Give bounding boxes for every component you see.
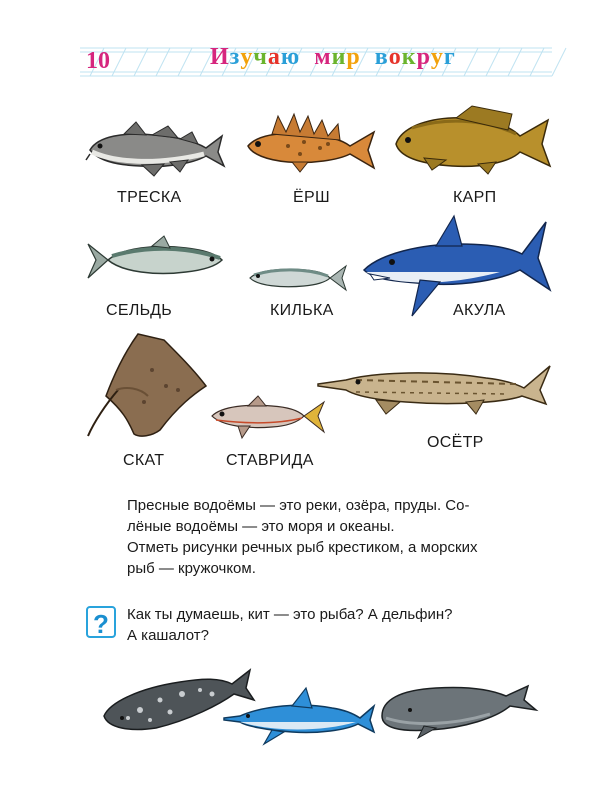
title-letter: в: [374, 44, 389, 70]
dolphin-image: [222, 686, 376, 746]
title-letter: ч: [253, 44, 268, 70]
fish-label: АКУЛА: [453, 302, 506, 319]
title-letter: р: [346, 44, 361, 70]
task-text: [127, 495, 555, 579]
carp-image: [392, 104, 552, 176]
fish-label: СКАТ: [123, 452, 165, 469]
fish-label: ТРЕСКА: [117, 189, 182, 206]
question-icon: ?: [86, 606, 116, 638]
sperm-whale-image: [380, 676, 540, 740]
page-title: [210, 44, 456, 71]
title-letter: а: [267, 44, 281, 70]
fish-label: ОСЁТР: [427, 434, 484, 451]
task-line: рыб — кружочком.: [127, 560, 256, 577]
title-letter: р: [416, 44, 431, 70]
stingray-image: [82, 330, 210, 440]
title-letter: и: [331, 44, 347, 70]
cod-image: [84, 118, 226, 180]
herring-image: [86, 234, 232, 286]
title-letter: ю: [280, 44, 301, 70]
question-text: [127, 604, 555, 646]
task-line: Пресные водоёмы — это реки, озёра, пруды. Со-: [127, 497, 470, 514]
task-line: лёные водоёмы — это моря и океаны.: [127, 518, 395, 535]
fish-label: КИЛЬКА: [270, 302, 334, 319]
fish-label: КАРП: [453, 189, 497, 206]
title-letter: [361, 44, 375, 71]
sturgeon-image: [316, 358, 554, 420]
task-line: Отметь рисунки речных рыб крестиком, а морских: [127, 539, 478, 556]
fish-label: СТАВРИДА: [226, 452, 314, 469]
title-letter: к: [401, 44, 417, 70]
fish-label: СЕЛЬДЬ: [106, 302, 173, 319]
title-letter: И: [210, 44, 230, 70]
question-line: Как ты думаешь, кит — это рыба? А дельфин?: [127, 606, 453, 623]
question-line: А кашалот?: [127, 627, 209, 644]
title-letter: з: [229, 44, 241, 70]
title-letter: у: [240, 44, 254, 70]
fish-label: ЁРШ: [293, 189, 330, 206]
sprat-image: [246, 260, 348, 294]
page-number: 10: [86, 48, 110, 74]
title-letter: [300, 44, 314, 71]
horse-mackerel-image: [208, 394, 328, 440]
title-letter: г: [443, 44, 456, 70]
title-letter: у: [430, 44, 444, 70]
ruffe-image: [242, 110, 378, 174]
title-letter: о: [388, 44, 402, 70]
title-letter: м: [314, 44, 332, 70]
